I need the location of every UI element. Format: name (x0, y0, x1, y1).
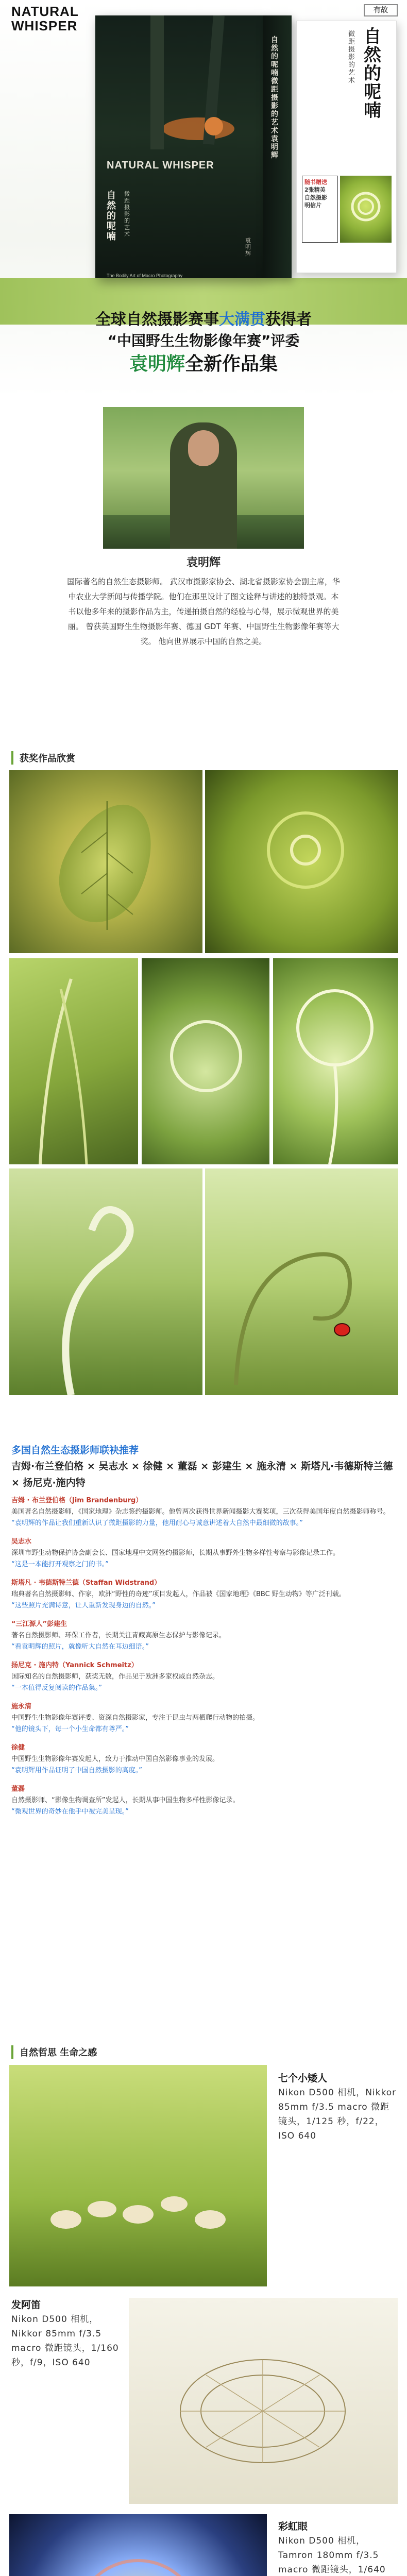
expert-quote: “袁明辉的作品让我们重新认识了微距摄影的力量，他用耐心与诚意讲述着大自然中最细微的故事。” (11, 1519, 303, 1527)
snail-icon (340, 176, 392, 243)
photo-hair-net (129, 2298, 398, 2504)
category-title: 自然哲思 生命之感 (11, 2045, 97, 2059)
author-section (0, 397, 407, 742)
gallery-photo-grass (9, 958, 138, 1164)
expert-text: 瑞典著名自然摄影师、作家，欧洲“野性的奇迹”项目发起人，作品被《国家地理》《BBC 野生动物》等广泛刊载。 (11, 1590, 346, 1598)
author-name: 袁明辉 (186, 556, 221, 569)
gallery-title: 获奖作品欣赏 (11, 751, 75, 765)
cover-subtitle-cn: 微距摄影的艺术 (124, 191, 130, 238)
hero-section (0, 0, 407, 397)
gallery-photo-dewdrop (205, 770, 398, 953)
dew-drop (290, 835, 321, 866)
banner-line-1 (0, 309, 407, 331)
cover-subtitle-en: The Bodily Art of Macro Photography (107, 273, 183, 278)
caption-title: 七个小矮人 (278, 2073, 328, 2084)
author-intro: 国际著名的自然生态摄影师。 武汉市摄影家协会、湖北省摄影家协会副主席，华中农业大学新闻与传播学院。他们在那里设计了图文诠释与讲述的独特景观。本书以他多年来的摄影作品为主，传递拍摄自然的经验与心得，展示微观世界的美丽。 曾获英国野生生物摄影年赛、德国 GDT 年赛、中国野生生物影像年赛等大奖。 他向世界展示中国的自然之美。 (67, 577, 340, 646)
photo-seven-dwarfs (9, 2065, 267, 2286)
eye-rings (9, 2514, 267, 2576)
expert-head: 扬尼克 · 施内特（Yannick Schmeitz） (11, 1662, 138, 1669)
dwarfs-mushrooms (9, 2065, 267, 2286)
expert-head: 董磊 (11, 1785, 25, 1793)
photo-rainbow-eye (9, 2514, 267, 2576)
expert-block (11, 1742, 395, 1776)
photo-face (188, 430, 219, 466)
expert-block (11, 1536, 395, 1570)
expert-text: 著名自然摄影师、环保工作者，长期关注青藏高原生态保护与影像记录。 (11, 1632, 226, 1639)
expert-quote: “看袁明辉的照片，就像听大自然在耳边细语。” (11, 1643, 149, 1651)
ladybug-icon (334, 1323, 350, 1336)
net-pattern (129, 2298, 398, 2504)
expert-quote: “一本值得反复阅读的作品集。” (11, 1684, 102, 1692)
experts-section (0, 1437, 407, 2040)
expert-head: 斯塔凡 · 韦德斯特兰德（Staffan Widstrand） (11, 1579, 161, 1587)
expert-head: 吉姆 · 布兰登伯格（Jim Brandenburg） (11, 1497, 143, 1504)
expert-block (11, 1701, 395, 1735)
expert-text: 自然摄影师、“影像生物调查所”发起人，长期从事中国生物多样性影像记录。 (11, 1797, 240, 1804)
leaf-veins (9, 770, 202, 953)
expert-block (11, 1578, 395, 1612)
gallery-photo-swirl (9, 1168, 202, 1395)
caption-seven-dwarfs (278, 2071, 397, 2143)
caption-desc: Nikon D500 相机，Nikkor 85mm f/3.5 macro 微距镜头，1/125 秒，f/22，ISO 640 (278, 2088, 397, 2141)
cover-title-en: NATURAL WHISPER (107, 160, 214, 171)
hero-banner (0, 309, 407, 397)
expert-quote: “这是一本能打开观察之门的书。” (11, 1561, 109, 1568)
expert-text: 中国野生生物影像年赛评委、资深自然摄影家，专注于昆虫与两栖爬行动物的拍摄。 (11, 1714, 260, 1722)
expert-quote: “这些照片充满诗意，让人重新发现身边的自然。” (11, 1602, 156, 1609)
experts-body (11, 1495, 395, 1825)
expert-block (11, 1495, 395, 1529)
ladybug-curl (205, 1168, 398, 1395)
expert-text: 美国著名自然摄影师，《国家地理》杂志签约摄影师。他曾两次获得世界新闻摄影大赛奖项，三次获得美国年度自然摄影师称号。 (11, 1508, 390, 1516)
cover-title-cn: 自然的呢喃 (107, 190, 116, 242)
gallery-photo-leaf (9, 770, 202, 953)
expert-block (11, 1784, 395, 1818)
gift-item: 2张精美 (304, 187, 326, 193)
grass-stems (9, 958, 138, 1164)
caption-desc: Nikon D500 相机，Nikkor 85mm f/3.5 macro 微距镜头，1/160 秒，f/9，ISO 640 (11, 2314, 119, 2368)
expert-quote: “袁明辉用作品证明了中国自然摄影的高度。” (11, 1767, 142, 1774)
author-photo (103, 407, 304, 549)
gift-box (302, 176, 338, 243)
spine-text: 自然的呢喃 微距摄影的艺术 袁明辉 (271, 36, 278, 160)
caption-hair-net (11, 2298, 120, 2370)
gallery-photo-tendril (273, 958, 398, 1164)
gift-item: 自然摄影 (304, 194, 327, 201)
expert-head: 徐健 (11, 1744, 25, 1752)
swirl-shape (9, 1168, 202, 1395)
expert-text: 中国野生生物影像年赛发起人，致力于推动中国自然影像事业的发展。 (11, 1755, 219, 1763)
caption-rainbow-eye (278, 2519, 397, 2576)
banner-line-3-post: 全新作品集 (185, 353, 278, 375)
expert-block (11, 1619, 395, 1653)
back-snail-photo (340, 176, 392, 243)
experts-title: 多国自然生态摄影师联袂推荐 (11, 1445, 139, 1456)
expert-text: 国际知名的自然摄影师，获奖无数，作品见于欧洲多家权威自然杂志。 (11, 1673, 219, 1681)
caption-title: 发阿笛 (11, 2299, 41, 2311)
book-spine (263, 15, 292, 278)
gift-item: 明信片 (304, 202, 321, 209)
banner-line-1-pre: 全球自然摄影赛事 (95, 311, 219, 329)
experts-names: 吉姆·布兰登伯格 × 吴志水 × 徐健 × 董磊 × 彭建生 × 施永清 × 斯塔凡·韦德斯特兰德 × 扬尼克·施内特 (11, 1461, 393, 1488)
gallery-photo-bubble (142, 958, 269, 1164)
book-back-cover (296, 21, 397, 273)
expert-text: 深圳市野生动物保护协会副会长、国家地理中文网签约摄影师，长期从事野外生物多样性考察与影像记录工作。 (11, 1549, 340, 1557)
seal-stamp: 有故 (364, 4, 398, 16)
banner-line-3 (0, 351, 407, 377)
bubble-ring (170, 1020, 242, 1092)
expert-quote: “微观世界的奇妙在他手中被完美呈现。” (11, 1808, 129, 1816)
cover-author: 袁明辉 (245, 237, 251, 257)
expert-block (11, 1660, 395, 1694)
gift-title: 随书赠送 (304, 179, 327, 185)
expert-head: 吴志水 (11, 1538, 32, 1546)
category-section (0, 2040, 407, 2576)
award-gallery (0, 747, 407, 1412)
tendril-curl (296, 989, 374, 1066)
back-subtitle: 微距摄影的艺术 (348, 30, 355, 84)
back-title: 自然的呢喃 (364, 26, 381, 121)
gallery-photo-ladybug (205, 1168, 398, 1395)
banner-line-1-post: 获得者 (265, 311, 312, 329)
hero-title-en: NATURAL WHISPER (11, 4, 79, 33)
banner-line-2: “中国野生生物影像年赛”评委 (107, 332, 300, 349)
expert-head: 施永清 (11, 1703, 32, 1710)
book-front-cover (95, 15, 263, 278)
banner-line-1-highlight: 大满贯 (219, 311, 265, 329)
expert-quote: “他的镜头下，每一个小生命都有尊严。” (11, 1725, 129, 1733)
caption-title: 彩虹眼 (278, 2521, 308, 2532)
banner-author-name: 袁明辉 (129, 353, 185, 375)
caption-desc: Nikon D500 相机，Tamron 180mm f/3.5 macro 微距镜头，1/640 (278, 2536, 386, 2575)
expert-head: “三江源人”彭建生 (11, 1620, 67, 1628)
